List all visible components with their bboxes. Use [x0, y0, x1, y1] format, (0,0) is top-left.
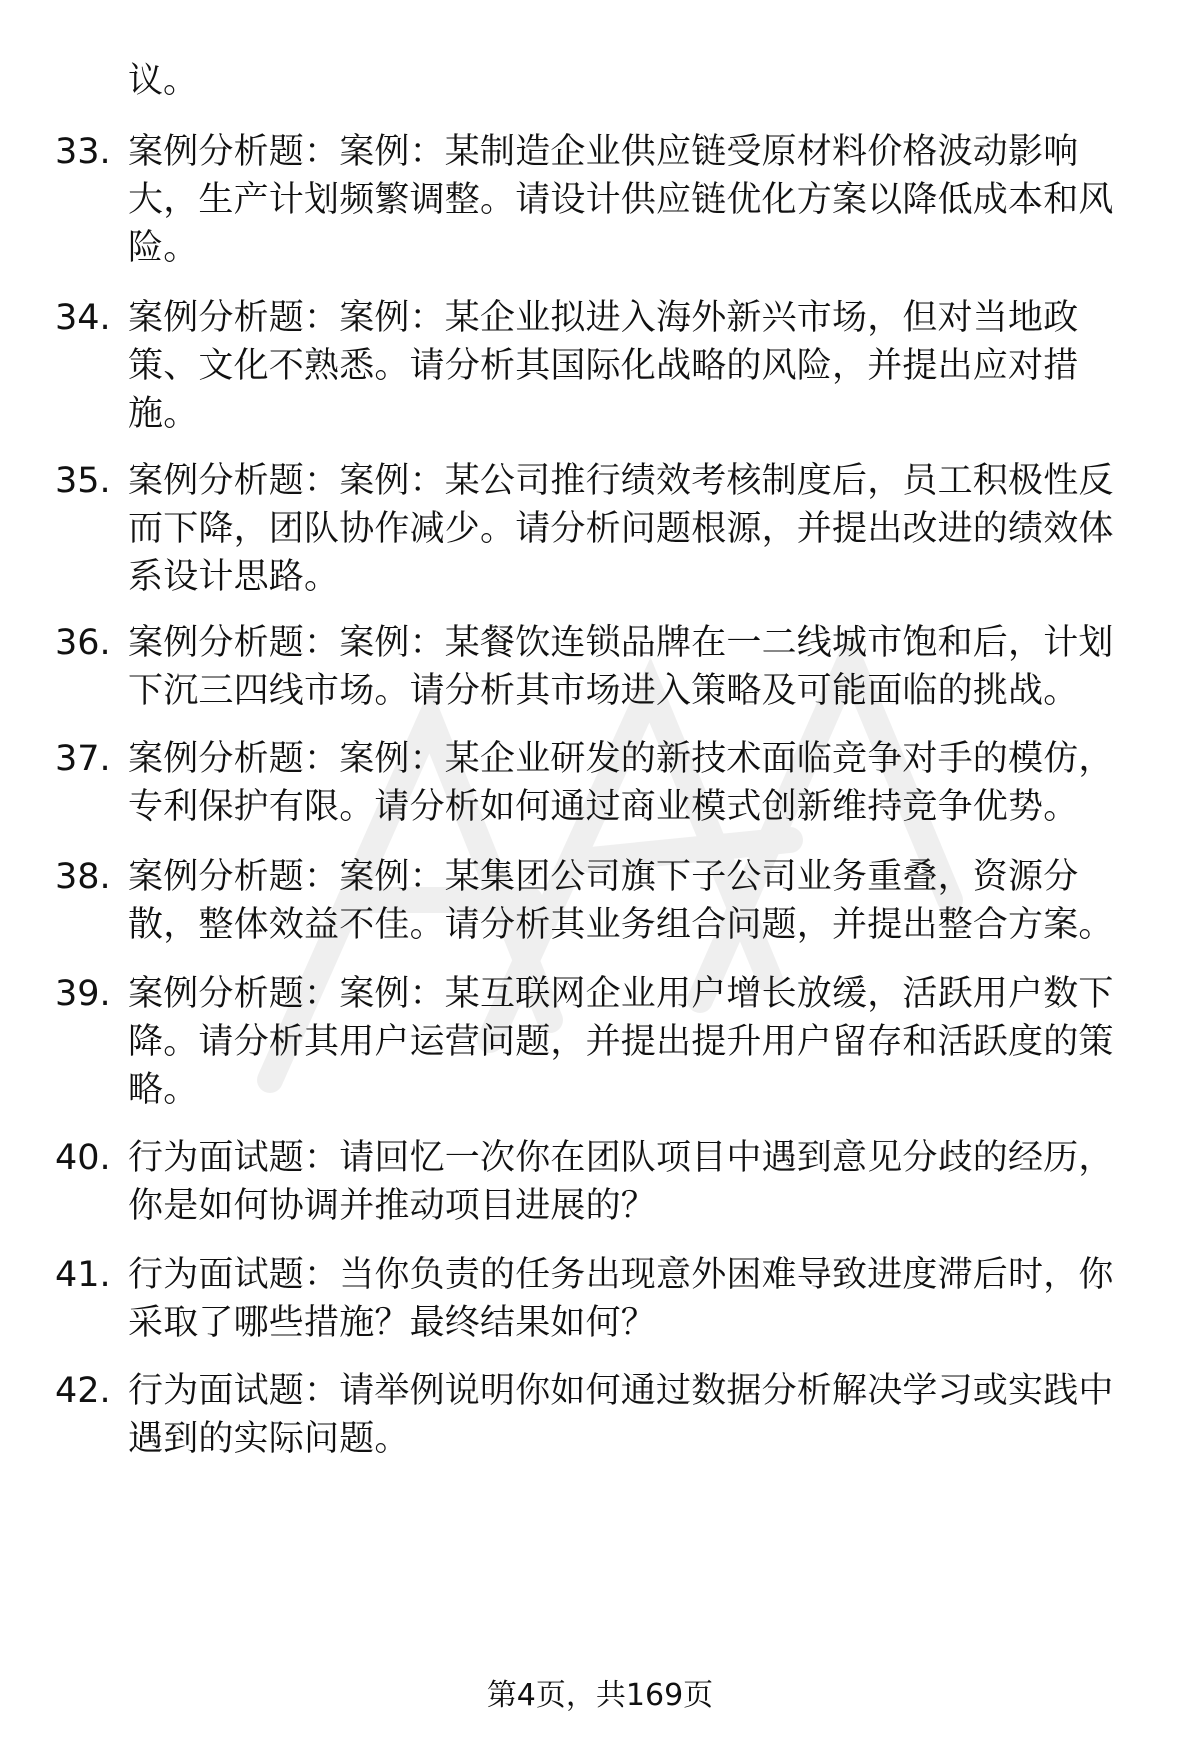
item-text: 行为面试题：当你负责的任务出现意外困难导致进度滞后时，你采取了哪些措施？最终结果如何？: [128, 1255, 1114, 1343]
item-text: 案例分析题：案例：某企业拟进入海外新兴市场，但对当地政策、文化不熟悉。请分析其国际化战略的风险，并提出应对措施。: [128, 298, 1079, 434]
item-number: 38.: [55, 857, 111, 897]
page-footer: 第4页，共169页: [486, 1678, 714, 1713]
item-text: 案例分析题：案例：某集团公司旗下子公司业务重叠，资源分散，整体效益不佳。请分析其业务组合问题，并提出整合方案。: [128, 857, 1114, 945]
item-text: 行为面试题：请举例说明你如何通过数据分析解决学习或实践中遇到的实际问题。: [128, 1371, 1114, 1459]
item-number: 41.: [55, 1255, 111, 1295]
item-text: 案例分析题：案例：某企业研发的新技术面临竞争对手的模仿，专利保护有限。请分析如何通过商业模式创新维持竞争优势。: [128, 739, 1114, 827]
item-text: 案例分析题：案例：某公司推行绩效考核制度后，员工积极性反而下降，团队协作减少。请分析问题根源，并提出改进的绩效体系设计思路。: [128, 461, 1114, 597]
item-number: 33.: [55, 132, 111, 172]
item-number: 42.: [55, 1371, 111, 1411]
item-text: 行为面试题：请回忆一次你在团队项目中遇到意见分歧的经历，你是如何协调并推动项目进展的？: [128, 1138, 1114, 1226]
continuation-text: 议。: [128, 61, 199, 101]
item-number: 35.: [55, 461, 111, 501]
item-text: 案例分析题：案例：某制造企业供应链受原材料价格波动影响大，生产计划频繁调整。请设计供应链优化方案以降低成本和风险。: [128, 132, 1114, 268]
item-number: 37.: [55, 739, 111, 779]
item-text: 案例分析题：案例：某餐饮连锁品牌在一二线城市饱和后，计划下沉三四线市场。请分析其市场进入策略及可能面临的挑战。: [128, 623, 1114, 711]
item-text: 案例分析题：案例：某互联网企业用户增长放缓，活跃用户数下降。请分析其用户运营问题，并提出提升用户留存和活跃度的策略。: [128, 974, 1114, 1110]
item-number: 39.: [55, 974, 111, 1014]
item-number: 36.: [55, 623, 111, 663]
item-number: 40.: [55, 1138, 111, 1178]
item-number: 34.: [55, 298, 111, 338]
